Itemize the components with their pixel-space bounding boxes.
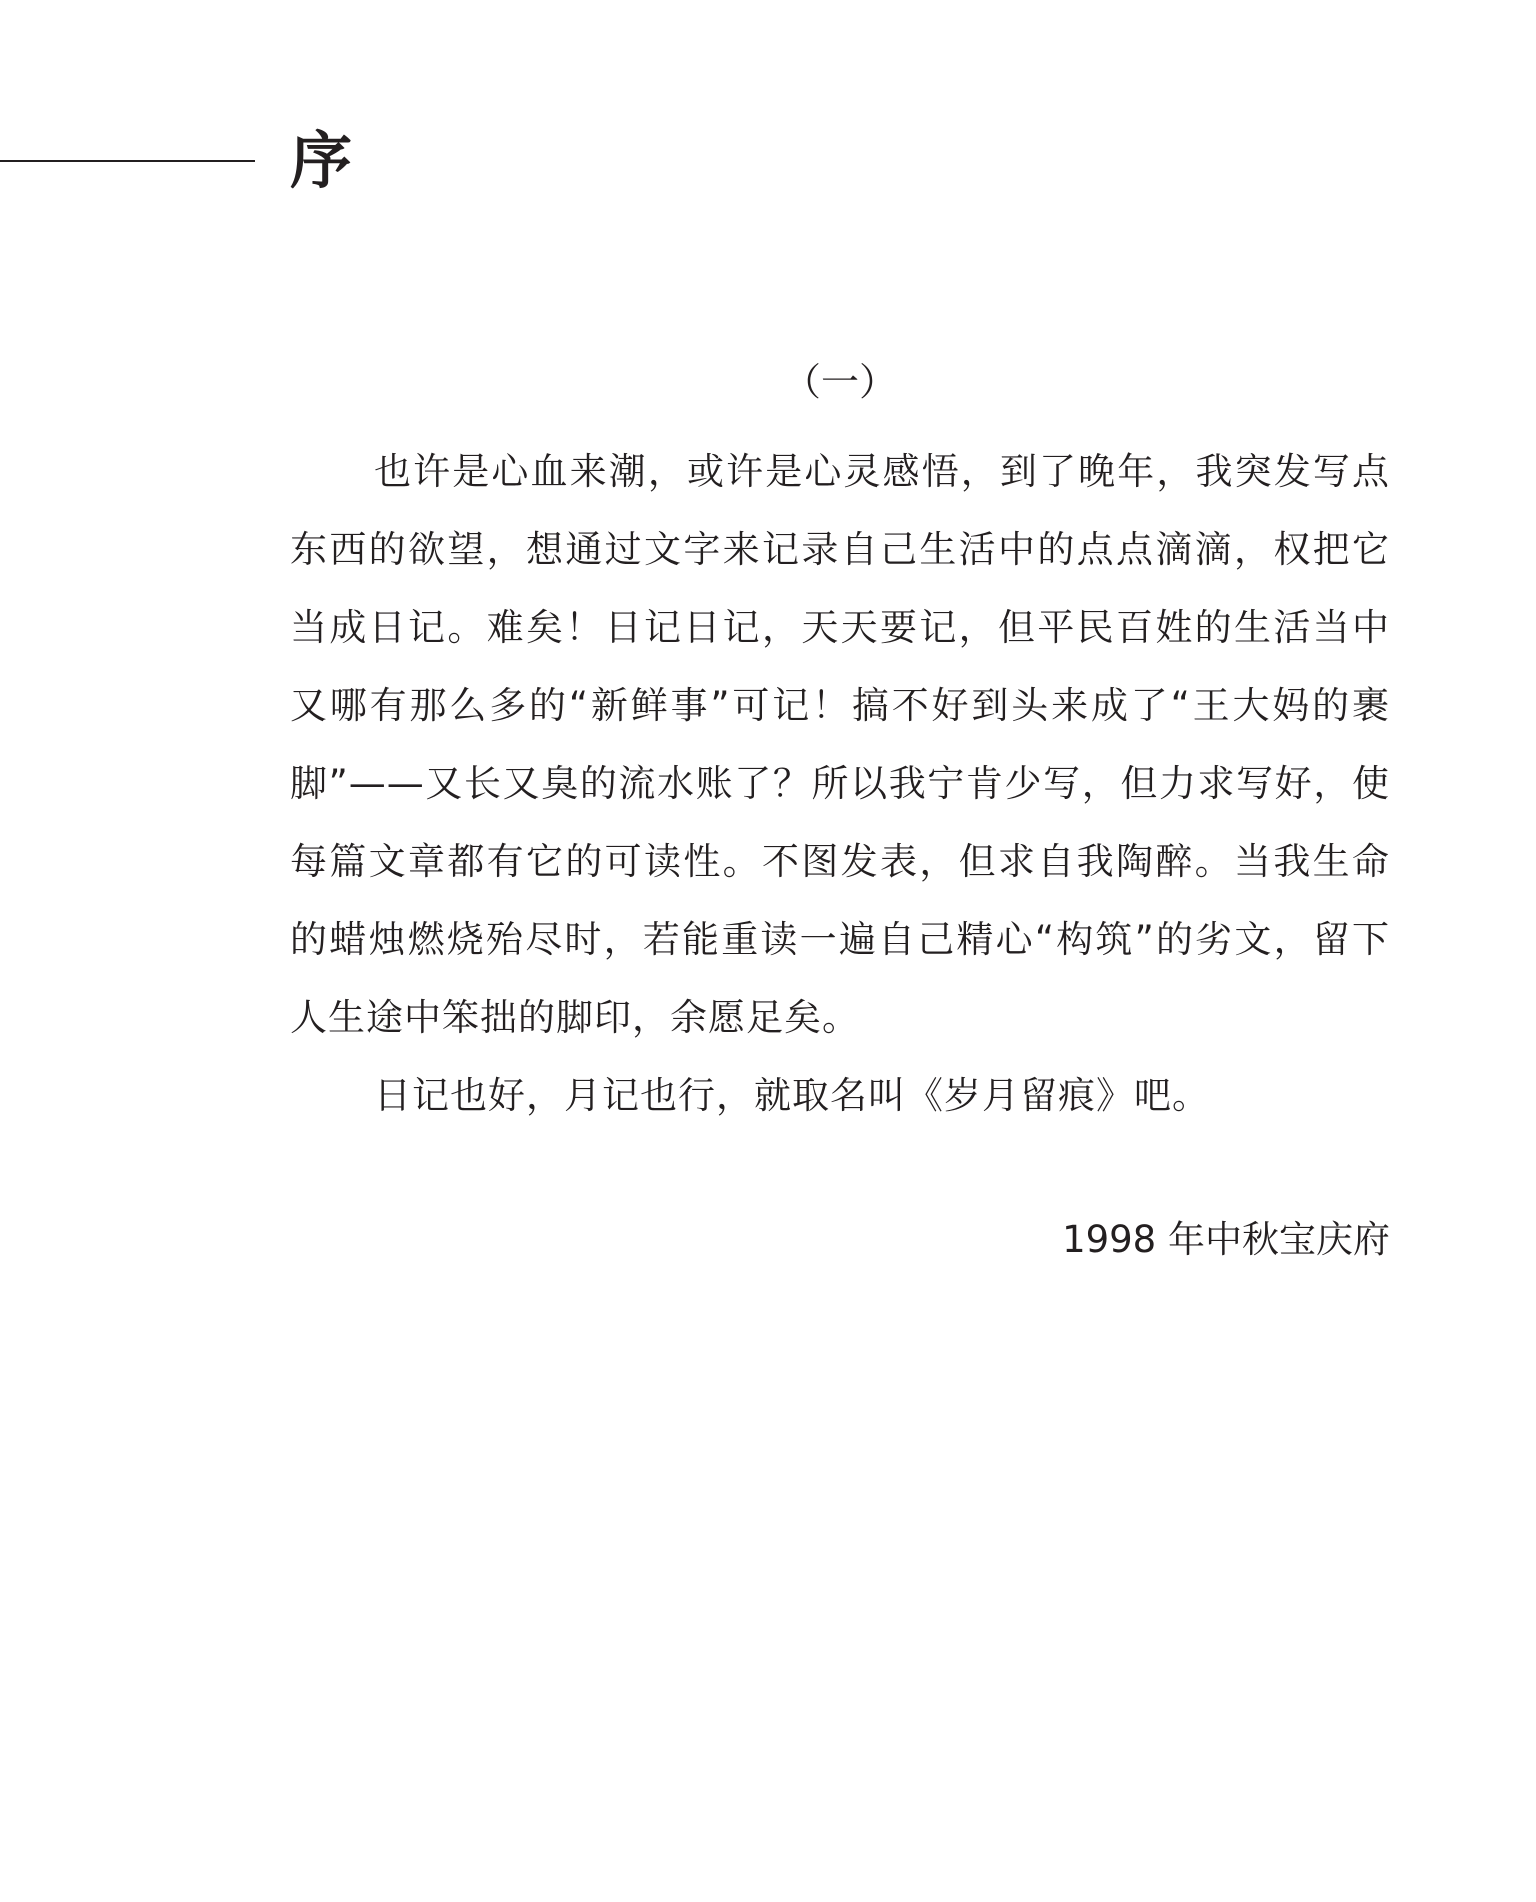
paragraph: 也许是心血来潮，或许是心灵感悟，到了晚年，我突发写点东西的欲望，想通过文字来记录自己生活中的点点滴滴，权把它当成日记。难矣！日记日记，天天要记，但平民百姓的生活当中又哪有那么多的“新鲜事”可记！搞不好到头来成了“王大妈的裹脚”——又长又臭的流水账了？所以我宁肯少写，但力求写好，使每篇文章都有它的可读性。不图发表，但求自我陶醉。当我生命的蜡烛燃烧殆尽时，若能重读一遍自己精心“构筑”的劣文，留下人生途中笨拙的脚印，余愿足矣。 (290, 450, 1390, 1039)
title-rule (0, 160, 255, 162)
section-number: （一） (782, 360, 897, 404)
date-signature: 1998 年中秋宝庆府 (1062, 1218, 1390, 1261)
page-title: 序 (290, 124, 353, 197)
paragraph: 日记也好，月记也行，就取名叫《岁月留痕》吧。 (374, 1074, 1210, 1117)
body-text (290, 433, 1390, 1135)
